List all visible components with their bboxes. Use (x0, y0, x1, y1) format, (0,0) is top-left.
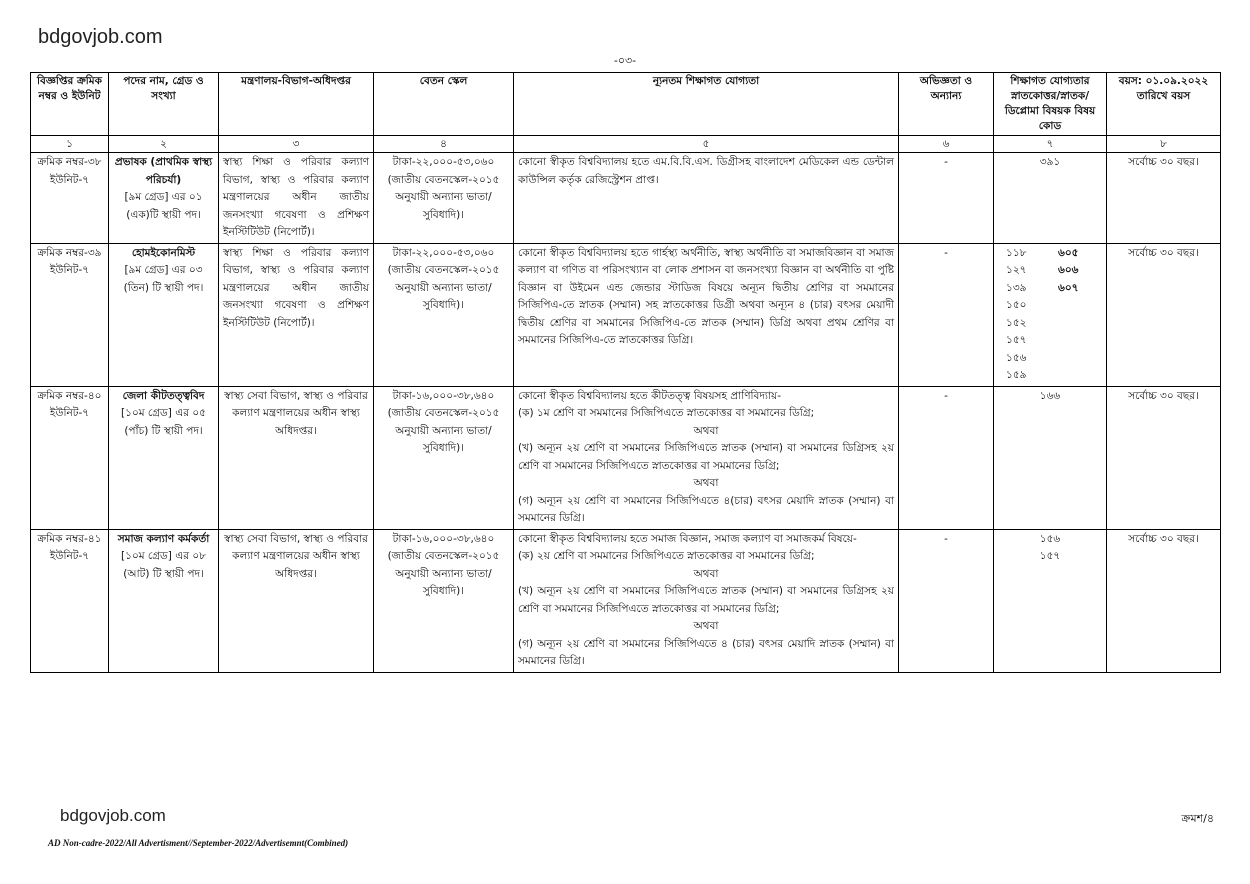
column-number: ৭ (994, 136, 1107, 153)
qualification-option-kh: (খ) অন্যূন ২য় শ্রেণি বা সমমানের সিজিপিএতে স্নাতক (সম্মান) বা সমমানের ডিগ্রিসহ ২য় শ্রেণি বা সমমানের সিজিপিএতে স্নাতকোত্তর বা সমমানের ডিগ্রি; (518, 585, 894, 615)
or-separator: অথবা (693, 477, 719, 489)
subject-code: ১১৮ (1006, 246, 1027, 259)
or-separator: অথবা (693, 620, 719, 632)
page-number: -০৩- (613, 54, 637, 67)
column-number: ৮ (1107, 136, 1221, 153)
or-separator: অথবা (693, 424, 719, 437)
ministry-cell: স্বাস্থ্য শিক্ষা ও পরিবার কল্যাণ বিভাগ, স্বাস্থ্য ও পরিবার কল্যাণ মন্ত্রণালয়ের অধীন জাতীয় জনসংখ্যা গবেষণা ও প্রশিক্ষণ ইনস্টিটিউট (নিপোর্ট)। (219, 243, 374, 386)
ministry-cell: স্বাস্থ্য শিক্ষা ও পরিবার কল্যাণ বিভাগ, স্বাস্থ্য ও পরিবার কল্যাণ মন্ত্রণালয়ের অধীন জাতীয় জনসংখ্যা গবেষণা ও প্রশিক্ষণ ইনস্টিটিউট (নিপোর্ট)। (219, 153, 374, 244)
header-serial: বিজ্ঞপ্তির ক্রমিক নম্বর ও ইউনিট (31, 73, 109, 136)
header-subject-code: শিক্ষাগত যোগ্যতার স্নাতকোত্তর/স্নাতক/ ডিপ্লোমা বিষয়ক বিষয় কোড (994, 73, 1107, 136)
subject-code-cell: ৩৯১ (994, 153, 1107, 244)
ministry-cell: স্বাস্থ্য সেবা বিভাগ, স্বাস্থ্য ও পরিবার কল্যাণ মন্ত্রণালয়ের অধীন স্বাস্থ্য অধিদপ্তর। (219, 529, 374, 672)
age-cell: সর্বোচ্চ ৩০ বছর। (1107, 153, 1221, 244)
qualification-cell (514, 529, 899, 672)
column-number: ১ (31, 136, 109, 153)
subject-code-cell (994, 529, 1107, 672)
ministry-cell: স্বাস্থ্য সেবা বিভাগ, স্বাস্থ্য ও পরিবার কল্যাণ মন্ত্রণালয়ের অধীন স্বাস্থ্য অধিদপ্তর। (219, 386, 374, 529)
subject-code-right (1050, 245, 1102, 385)
subject-code-cell: ১৬৬ (994, 386, 1107, 529)
column-number: ৩ (219, 136, 374, 153)
or-separator: অথবা (693, 567, 719, 580)
salary-cell: টাকা-১৬,০০০-৩৮,৬৪০ (জাতীয় বেতনস্কেল-২০১৫ অনুযায়ী অন্যান্য ভাতা/সুবিধাদি)। (374, 386, 514, 529)
table-row (31, 153, 1221, 244)
subject-code-left (998, 245, 1050, 385)
subject-code: ১৫৭ (1039, 550, 1061, 562)
column-number: ৫ (514, 136, 899, 153)
post-title: সমাজ কল্যাণ কর্মকর্তা (117, 532, 210, 545)
footer-file-path: AD Non-cadre-2022/All Advertisment//September-2022/Advertisemnt(Combined) (48, 838, 349, 848)
qualification-cell (514, 386, 899, 529)
subject-code: ১৫৬ (1039, 532, 1061, 545)
experience-cell: - (899, 153, 994, 244)
salary-cell: টাকা-১৬,০০০-৩৮,৬৪০ (জাতীয় বেতনস্কেল-২০১৫ অনুযায়ী অন্যান্য ভাতা/সুবিধাদি)। (374, 529, 514, 672)
post-cell (109, 153, 219, 244)
post-details: [১০ম গ্রেড] এর ০৮ (আট) টি স্থায়ী পদ। (121, 550, 206, 580)
qualification-option-g: (গ) অন্যূন ২য় শ্রেণি বা সমমানের সিজিপিএতে ৪ (চার) বৎসর মেয়াদি স্নাতক (সম্মান) বা সমমানের ডিগ্রি। (518, 637, 894, 667)
serial-cell: ক্রমিক নম্বর-৪০ ইউনিট-৭ (31, 386, 109, 529)
subject-code: ৬০৬ (1058, 264, 1079, 276)
header-age: বয়স: ০১.০৯.২০২২ তারিখে বয়স (1107, 73, 1221, 136)
age-cell: সর্বোচ্চ ৩০ বছর। (1107, 243, 1221, 386)
post-title: প্রভাষক (প্রাথমিক স্বাস্থ্য পরিচর্যা) (114, 156, 213, 186)
qualification-option-k: (ক) ২য় শ্রেণি বা সমমানের সিজিপিএতে স্নাতকোত্তর বা সমমানের ডিগ্রি; (518, 550, 815, 562)
qualification-intro: কোনো স্বীকৃত বিশ্ববিদ্যালয় হতে সমাজ বিজ্ঞান, সমাজ কল্যাণ বা সমাজকর্ম বিষয়ে- (518, 532, 857, 545)
qualification-option-kh: (খ) অন্যূন ২য় শ্রেণি বা সমমানের সিজিপিএতে স্নাতক (সম্মান) বা সমমানের ডিগ্রিসহ ২য় শ্রেণি বা সমমানের সিজিপিএতে স্নাতকোত্তর বা সমমানের ডিগ্রি; (518, 442, 894, 472)
subject-code: ১৫৭ (1006, 334, 1027, 346)
subject-code: ১৫২ (1006, 316, 1027, 329)
continued-label: ক্রমশ/৪ (1181, 812, 1214, 825)
serial-cell: ক্রমিক নম্বর-৩৮ ইউনিট-৭ (31, 153, 109, 244)
header-ministry: মন্ত্রণালয়-বিভাগ-অধিদপ্তর (219, 73, 374, 136)
qualification-cell: কোনো স্বীকৃত বিশ্ববিদ্যালয় হতে এম.বি.বি.এস. ডিগ্রীসহ বাংলাদেশ মেডিকেল এন্ড ডেন্টাল কাউন্সিল কর্তৃক রেজিস্ট্রেশন প্রাপ্ত। (514, 153, 899, 244)
subject-code: ১২৭ (1006, 264, 1027, 276)
subject-code: ৬০৭ (1058, 281, 1079, 294)
post-details: [৯ম গ্রেড] এর ০৩ (তিন) টি স্থায়ী পদ। (123, 264, 204, 294)
header-post: পদের নাম, গ্রেড ও সংখ্যা (109, 73, 219, 136)
column-number: ২ (109, 136, 219, 153)
subject-code: ১৫৬ (1006, 351, 1027, 364)
column-number-row (31, 136, 1221, 153)
age-cell: সর্বোচ্চ ৩০ বছর। (1107, 386, 1221, 529)
header-qualification: ন্যূনতম শিক্ষাগত যোগ্যতা (514, 73, 899, 136)
header-experience: অভিজ্ঞতা ও অন্যান্য (899, 73, 994, 136)
experience-cell: - (899, 243, 994, 386)
table-row (31, 529, 1221, 672)
post-details: [৯ম গ্রেড] এর ০১ (এক)টি স্থায়ী পদ। (124, 191, 203, 221)
age-cell: সর্বোচ্চ ৩০ বছর। (1107, 529, 1221, 672)
site-watermark-top: bdgovjob.com (38, 26, 163, 48)
column-number: ৬ (899, 136, 994, 153)
subject-code-columns (998, 245, 1102, 385)
post-cell (109, 386, 219, 529)
table-row (31, 386, 1221, 529)
post-cell (109, 243, 219, 386)
column-number: ৪ (374, 136, 514, 153)
subject-code: ১৫৯ (1006, 369, 1027, 381)
qualification-intro: কোনো স্বীকৃত বিশ্ববিদ্যালয় হতে কীটতত্ত্ব বিষয়সহ প্রাণিবিদ্যায়- (518, 389, 781, 402)
qualification-option-g: (গ) অন্যূন ২য় শ্রেণি বা সমমানের সিজিপিএতে ৪(চার) বৎসর মেয়াদি স্নাতক (সম্মান) বা সমমানের ডিগ্রি। (518, 494, 894, 524)
serial-cell: ক্রমিক নম্বর-৩৯ ইউনিট-৭ (31, 243, 109, 386)
post-title: জেলা কীটতত্ত্ববিদ (122, 389, 205, 402)
table-row (31, 243, 1221, 386)
qualification-option-k: (ক) ১ম শ্রেণি বা সমমানের সিজিপিএতে স্নাতকোত্তর বা সমমানের ডিগ্রি; (518, 407, 815, 419)
job-advertisement-table (30, 72, 1221, 673)
serial-cell: ক্রমিক নম্বর-৪১ ইউনিট-৭ (31, 529, 109, 672)
subject-code-cell (994, 243, 1107, 386)
header-row (31, 73, 1221, 136)
header-salary: বেতন স্কেল (374, 73, 514, 136)
experience-cell: - (899, 386, 994, 529)
salary-cell: টাকা-২২,০০০-৫৩,০৬০ (জাতীয় বেতনস্কেল-২০১৫ অনুযায়ী অন্যান্য ভাতা/সুবিধাদি)। (374, 153, 514, 244)
subject-code: ১৫০ (1006, 299, 1027, 311)
post-details: [১০ম গ্রেড] এর ০৫ (পাঁচ) টি স্থায়ী পদ। (121, 407, 206, 437)
salary-cell: টাকা-২২,০০০-৫৩,০৬০ (জাতীয় বেতনস্কেল-২০১৫ অনুযায়ী অন্যান্য ভাতা/ সুবিধাদি)। (374, 243, 514, 386)
post-cell (109, 529, 219, 672)
qualification-cell: কোনো স্বীকৃত বিশ্ববিদ্যালয় হতে গার্হস্থ্য অর্থনীতি, স্বাস্থ্য অর্থনীতি বা সমাজবিজ্ঞান বা সমাজ কল্যাণ বা গণিত বা পরিসংখ্যান বা লোক প্রশাসন বা জনসংখ্যা বিজ্ঞান বা অর্থনীতি বা পুষ্টি বিজ্ঞান বা উইমেন এন্ড জেন্ডার স্টাডিজ বিষয়ে অন্যূন দ্বিতীয় শ্রেণির বা সমমানের সিজিপিএ-তে স্নাতক (সম্মান) সহ স্নাতকোত্তর ডিগ্রী অথবা অন্যূন ৪ (চার) বৎসর মেয়াদী দ্বিতীয় শ্রেণির বা সমমানের সিজিপিএ-তে স্নাতক (সম্মান) ডিগ্রি অথবা প্রথম শ্রেণির বা সমমানের সিজিপিএ-তে স্নাতকোত্তর ডিগ্রি। (514, 243, 899, 386)
site-watermark-bottom: bdgovjob.com (60, 806, 166, 825)
experience-cell: - (899, 529, 994, 672)
subject-code: ৬০৫ (1058, 246, 1079, 259)
post-title: হোমইকোনমিস্ট (131, 246, 196, 259)
subject-code: ১৩৯ (1006, 281, 1027, 294)
